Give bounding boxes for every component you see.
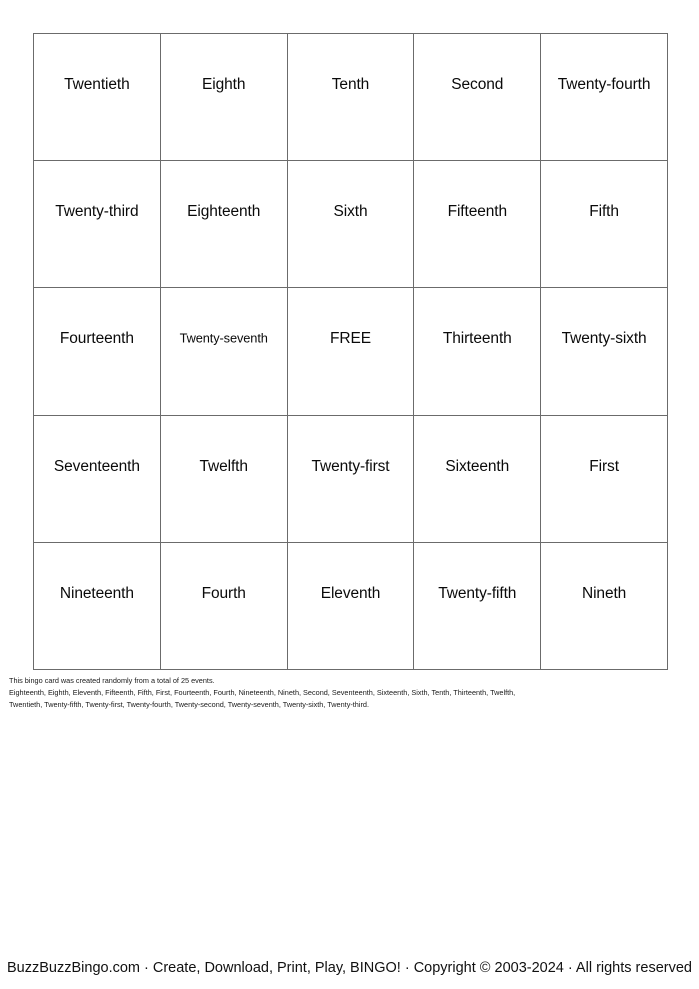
bingo-cell[interactable]: [34, 543, 161, 670]
bingo-cell-free[interactable]: [288, 288, 415, 415]
bingo-cell-label: Second: [451, 76, 504, 94]
bingo-cell[interactable]: [541, 416, 668, 543]
footer-text: BuzzBuzzBingo.com · Create, Download, Print, Play, BINGO! · Copyright © 2003-2024 · All rights reserved: [7, 960, 692, 976]
bingo-cell-label: Twentieth: [64, 76, 130, 94]
bingo-cell-label: FREE: [330, 330, 371, 348]
bingo-cell[interactable]: [541, 288, 668, 415]
bingo-cell[interactable]: [34, 416, 161, 543]
bingo-cell[interactable]: [161, 34, 288, 161]
card-footnote: [9, 675, 691, 710]
bingo-cell[interactable]: [541, 34, 668, 161]
bingo-cell-label: Eleventh: [320, 584, 381, 602]
bingo-cell-label: Seventeenth: [53, 457, 140, 475]
bingo-cell[interactable]: [161, 543, 288, 670]
bingo-cell-label: Fourteenth: [59, 330, 134, 348]
bingo-cell-label: Tenth: [331, 76, 370, 94]
footnote-line-1: This bingo card was created randomly from a total of 25 events.: [9, 676, 215, 685]
bingo-cell[interactable]: [34, 34, 161, 161]
bingo-cell-label: Fourth: [201, 584, 246, 602]
bingo-cell-label: Twenty-third: [55, 203, 139, 221]
page-footer: [0, 958, 699, 978]
bingo-cell[interactable]: [288, 543, 415, 670]
bingo-cell-label: Twelfth: [199, 457, 248, 475]
bingo-cell[interactable]: [414, 288, 541, 415]
bingo-cell[interactable]: [541, 161, 668, 288]
bingo-card-grid: [33, 33, 668, 670]
bingo-cell-label: Fifth: [589, 203, 619, 221]
bingo-cell-label: Nineteenth: [59, 584, 134, 602]
bingo-cell-label: Thirteenth: [442, 330, 512, 348]
bingo-cell[interactable]: [414, 416, 541, 543]
bingo-cell-label: Twenty-fifth: [438, 584, 517, 602]
bingo-cell-label: Nineth: [581, 584, 627, 602]
bingo-cell-label: Twenty-fourth: [557, 76, 651, 94]
bingo-cell[interactable]: [34, 288, 161, 415]
footnote-line-2: Eighteenth, Eighth, Eleventh, Fifteenth, Fifth, First, Fourteenth, Fourth, Nineteenth, Nineth, Second, Seventeenth, Sixteenth, Sixth, Tenth, Thirteenth, Twelfth,: [9, 687, 516, 697]
bingo-cell[interactable]: [414, 161, 541, 288]
bingo-cell-label: Sixth: [333, 203, 368, 221]
bingo-cell[interactable]: [541, 543, 668, 670]
bingo-cell[interactable]: [161, 288, 288, 415]
bingo-cell[interactable]: [161, 416, 288, 543]
bingo-cell-label: Twenty-sixth: [561, 330, 647, 348]
bingo-cell-label: Eighteenth: [187, 203, 261, 221]
bingo-cell[interactable]: [34, 161, 161, 288]
bingo-cell-label: Sixteenth: [445, 457, 510, 475]
bingo-cell-label: First: [589, 457, 619, 475]
bingo-cell[interactable]: [414, 543, 541, 670]
bingo-cell[interactable]: [161, 161, 288, 288]
bingo-cell[interactable]: [288, 34, 415, 161]
bingo-cell[interactable]: [414, 34, 541, 161]
footnote-line-3: Twentieth, Twenty-fifth, Twenty-first, Twenty-fourth, Twenty-second, Twenty-seventh, Twenty-sixth, Twenty-third.: [9, 699, 370, 709]
bingo-cell[interactable]: [288, 416, 415, 543]
bingo-cell-label: Twenty-seventh: [179, 331, 268, 347]
bingo-cell[interactable]: [288, 161, 415, 288]
bingo-cell-label: Twenty-first: [311, 457, 390, 475]
bingo-cell-label: Eighth: [202, 76, 246, 94]
bingo-cell-label: Fifteenth: [447, 203, 507, 221]
